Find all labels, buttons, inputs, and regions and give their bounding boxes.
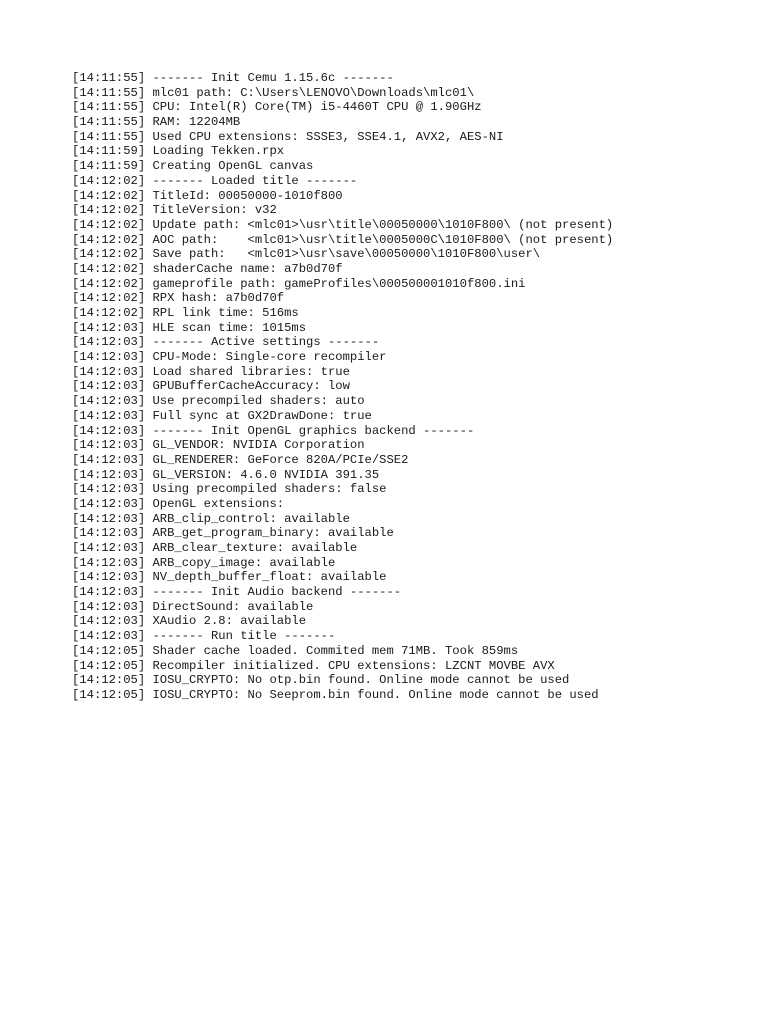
log-line: [14:12:02] TitleId: 00050000-1010f800 [72, 188, 343, 203]
log-line: [14:12:02] gameprofile path: gameProfiles\000500001010f800.ini [72, 276, 526, 291]
log-line: [14:11:55] RAM: 12204MB [72, 115, 241, 130]
log-line: [14:12:02] RPX hash: a7b0d70f [72, 291, 285, 306]
log-line: [14:12:03] ------- Active settings ------- [72, 335, 380, 350]
log-line: [14:11:55] mlc01 path: C:\Users\LENOVO\Downloads\mlc01\ [72, 85, 475, 100]
log-line: [14:12:03] ARB_clear_texture: available [72, 541, 358, 555]
log-line: [14:12:03] ARB_copy_image: available [72, 555, 336, 570]
log-line: [14:12:03] ------- Init OpenGL graphics backend ------- [72, 423, 475, 438]
log-text [72, 71, 613, 703]
log-line: [14:12:05] IOSU_CRYPTO: No Seeprom.bin found. Online mode cannot be used [72, 687, 599, 702]
log-line: [14:11:59] Creating OpenGL canvas [72, 159, 314, 174]
log-line: [14:12:02] AOC path: <mlc01>\usr\title\0005000C\1010F800\ (not present) [72, 232, 614, 247]
log-line: [14:12:03] Full sync at GX2DrawDone: true [72, 408, 372, 423]
log-line: [14:12:02] Update path: <mlc01>\usr\title\00050000\1010F800\ (not present) [72, 217, 614, 232]
log-line: [14:12:03] DirectSound: available [72, 599, 314, 614]
log-line: [14:12:03] OpenGL extensions: [72, 496, 285, 511]
log-line: [14:12:03] Use precompiled shaders: auto [72, 394, 365, 409]
log-line: [14:12:02] ------- Loaded title ------- [72, 173, 358, 188]
log-line: [14:11:55] CPU: Intel(R) Core(TM) i5-4460T CPU @ 1.90GHz [72, 100, 482, 115]
log-line: [14:12:03] NV_depth_buffer_float: available [72, 570, 387, 585]
log-line: [14:12:03] Load shared libraries: true [72, 364, 350, 379]
log-line: [14:12:02] shaderCache name: a7b0d70f [72, 261, 343, 276]
log-line: [14:12:03] ARB_get_program_binary: available [72, 526, 394, 541]
log-line: [14:12:05] Recompiler initialized. CPU extensions: LZCNT MOVBE AVX [72, 658, 555, 673]
log-line: [14:12:05] IOSU_CRYPTO: No otp.bin found. Online mode cannot be used [72, 673, 570, 688]
log-line: [14:12:05] Shader cache loaded. Commited mem 71MB. Took 859ms [72, 643, 519, 658]
log-line: [14:11:55] ------- Init Cemu 1.15.6c ------- [72, 71, 394, 85]
log-line: [14:12:03] ARB_clip_control: available [72, 511, 350, 526]
log-line: [14:12:03] CPU-Mode: Single-core recompiler [72, 350, 387, 365]
log-line: [14:12:02] RPL link time: 516ms [72, 306, 299, 320]
log-line: [14:12:03] GPUBufferCacheAccuracy: low [72, 379, 350, 394]
log-line: [14:12:03] GL_VENDOR: NVIDIA Corporation [72, 438, 365, 453]
log-line: [14:11:59] Loading Tekken.rpx [72, 144, 285, 159]
log-line: [14:12:03] GL_VERSION: 4.6.0 NVIDIA 391.35 [72, 467, 380, 482]
log-line: [14:12:02] TitleVersion: v32 [72, 203, 277, 218]
log-line: [14:12:03] Using precompiled shaders: false [72, 482, 387, 497]
log-line: [14:12:03] ------- Run title ------- [72, 629, 336, 644]
log-line: [14:12:03] ------- Init Audio backend ------- [72, 585, 402, 600]
log-line: [14:11:55] Used CPU extensions: SSSE3, SSE4.1, AVX2, AES-NI [72, 129, 504, 144]
log-line: [14:12:02] Save path: <mlc01>\usr\save\00050000\1010F800\user\ [72, 247, 541, 262]
log-line: [14:12:03] GL_RENDERER: GeForce 820A/PCIe/SSE2 [72, 452, 409, 467]
log-line: [14:12:03] HLE scan time: 1015ms [72, 320, 307, 335]
log-line: [14:12:03] XAudio 2.8: available [72, 614, 307, 629]
